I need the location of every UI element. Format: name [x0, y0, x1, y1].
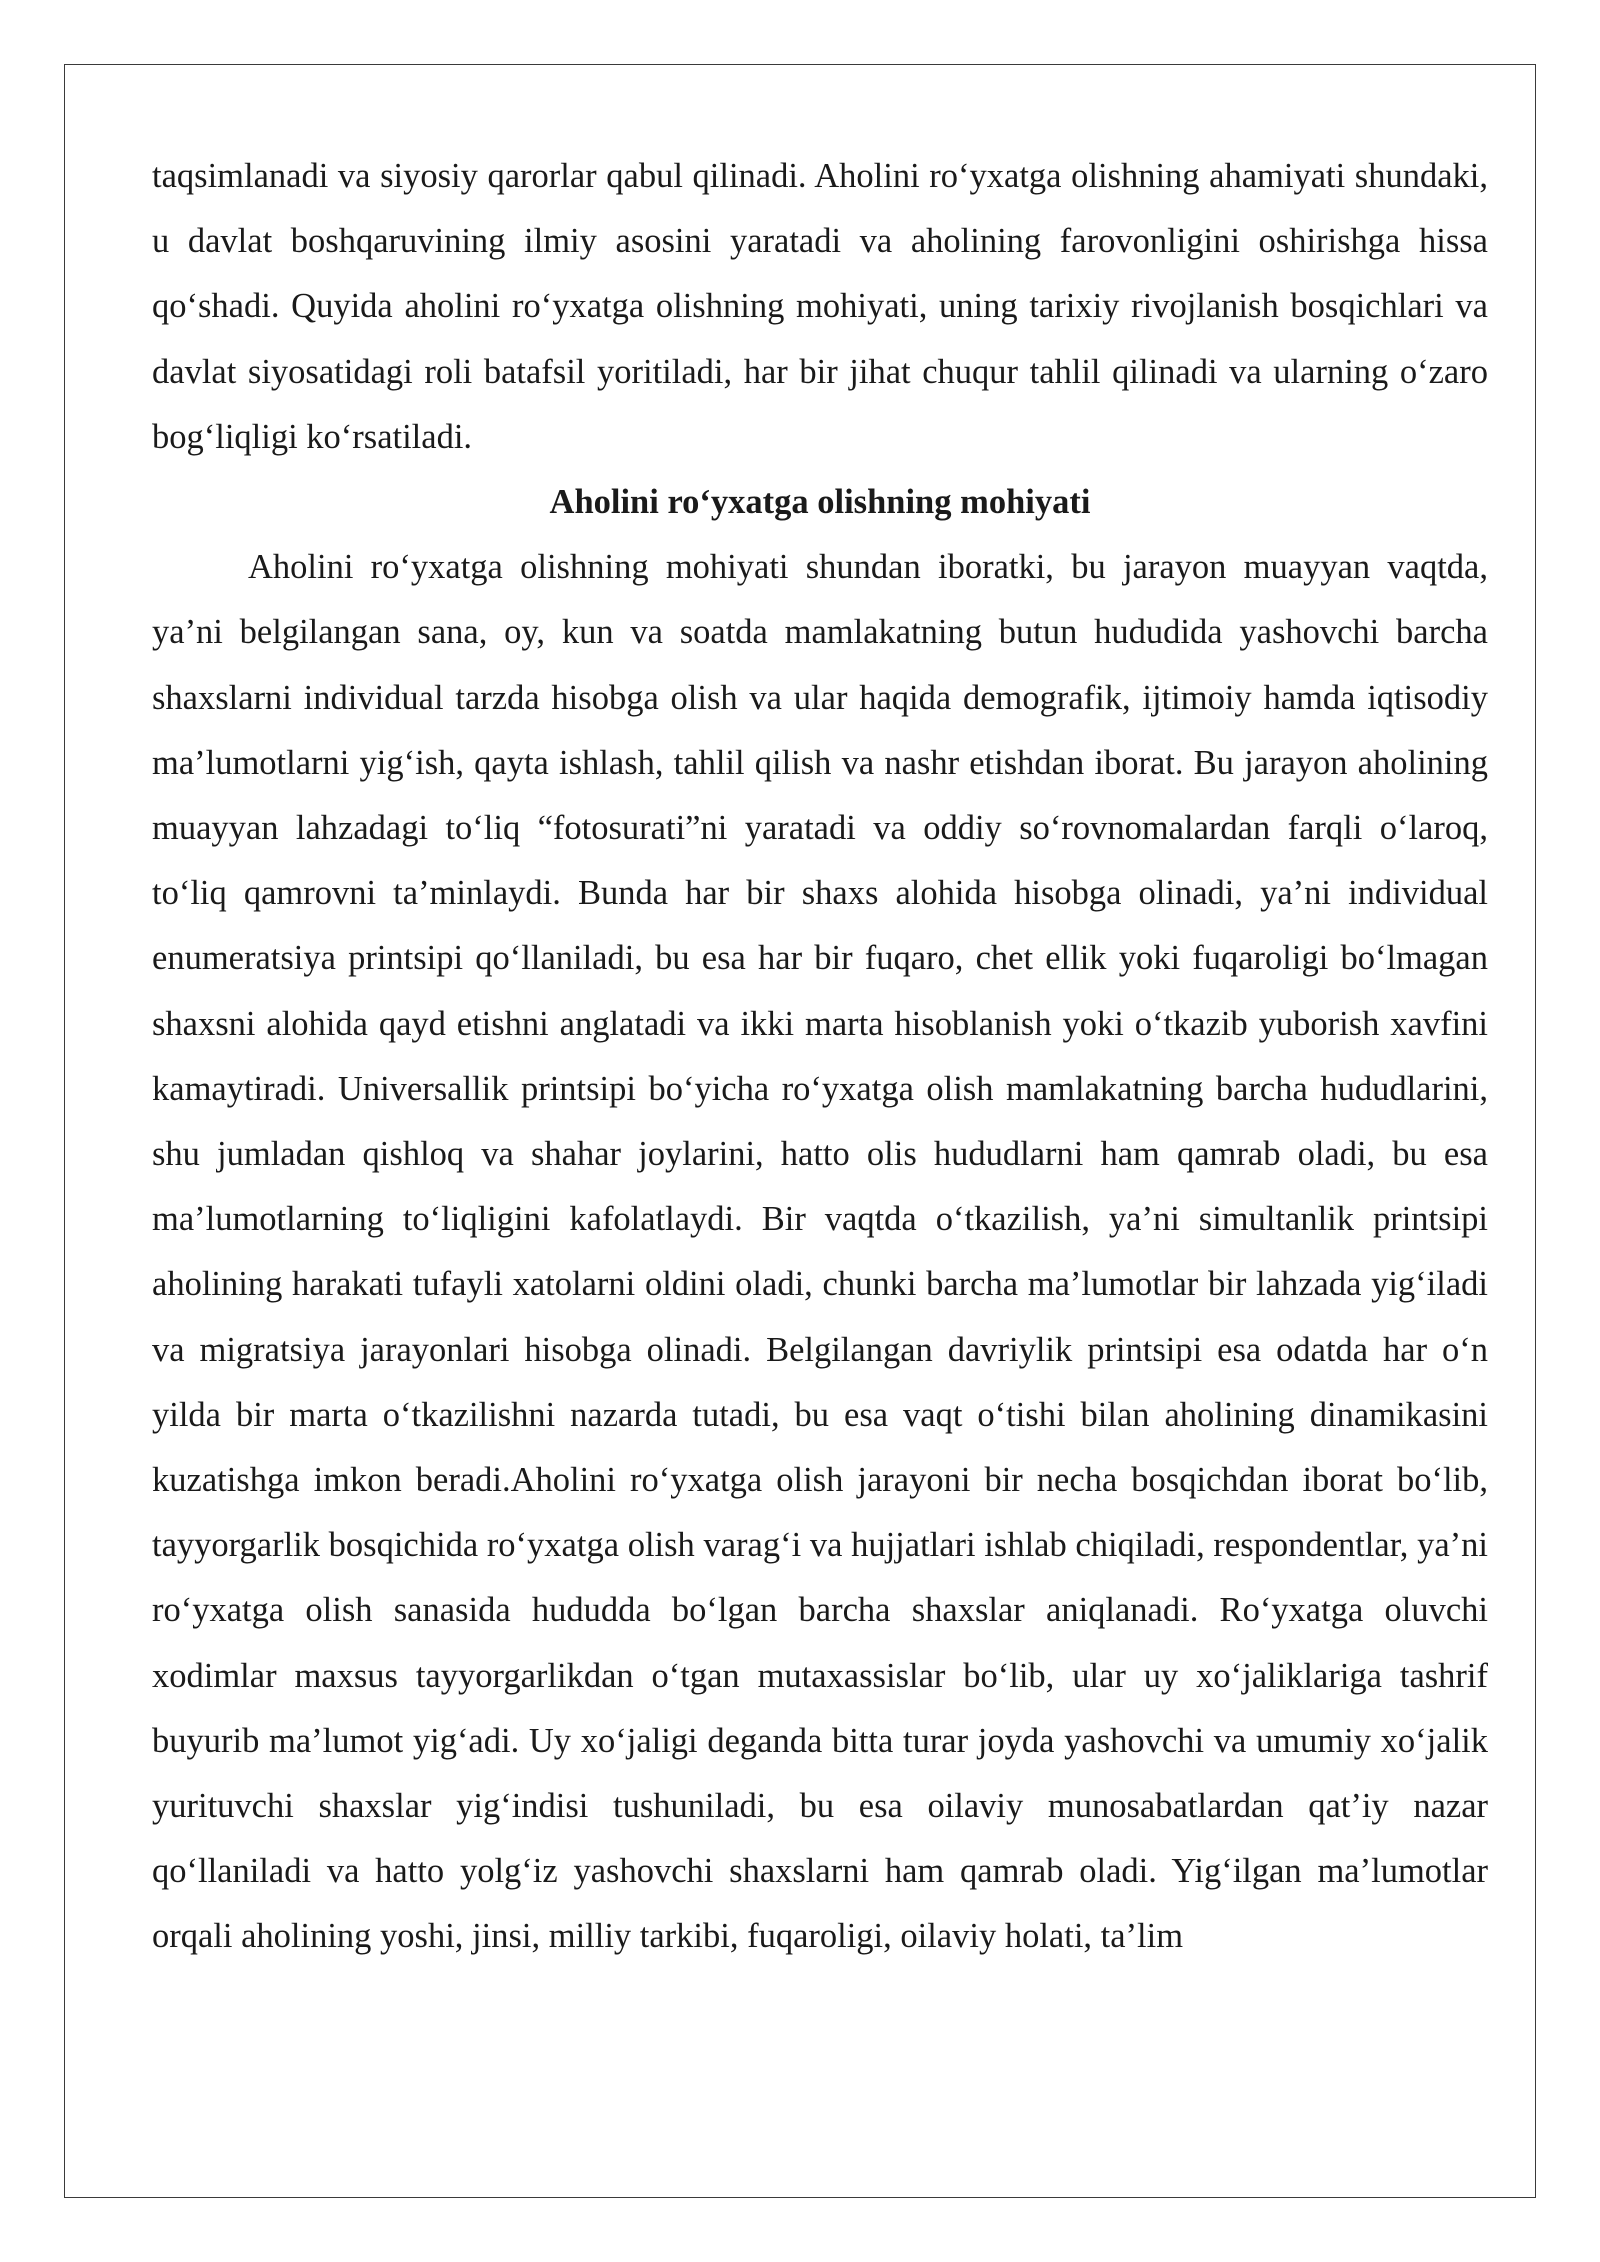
intro-paragraph: taqsimlanadi va siyosiy qarorlar qabul qilinadi. Aholini ro‘yxatga olishning ahamiyati shundaki, u davlat boshqaruvining ilmiy asosini yaratadi va aholining farovonligini oshirishga hissa qo‘shadi. Quyida aholini ro‘yxatga olishning mohiyati, uning tarixiy rivojlanish bosqichlari va davlat siyosatidagi roli batafsil yoritiladi, har bir jihat chuqur tahlil qilinadi va ularning o‘zaro bog‘liqligi ko‘rsatiladi.: [152, 157, 1488, 456]
section-heading: Aholini ro‘yxatga olishning mohiyati: [549, 483, 1091, 522]
section-paragraph: Aholini ro‘yxatga olishning mohiyati shundan iboratki, bu jarayon muayyan vaqtda, ya’ni belgilangan sana, oy, kun va soatda mamlakatning butun hududida yashovchi barcha shaxslarni individual tarzda hisobga olish va ular haqida demografik, ijtimoiy hamda iqtisodiy ma’lumotlarni yig‘ish, qayta ishlash, tahlil qilish va nashr etishdan iborat. Bu jarayon aholining muayyan lahzadagi to‘liq “fotosurati”ni yaratadi va oddiy so‘rovnomalardan farqli o‘laroq, to‘liq qamrovni ta’minlaydi. Bunda har bir shaxs alohida hisobga olinadi, ya’ni individual enumeratsiya printsipi qo‘llaniladi, bu esa har bir fuqaro, chet ellik yoki fuqaroligi bo‘lmagan shaxsni alohida qayd etishni anglatadi va ikki marta hisoblanish yoki o‘tkazib yuborish xavfini kamaytiradi. Universallik printsipi bo‘yicha ro‘yxatga olish mamlakatning barcha hududlarini, shu jumladan qishloq va shahar joylarini, hatto olis hududlarni ham qamrab oladi, bu esa ma’lumotlarning to‘liqligini kafolatlaydi. Bir vaqtda o‘tkazilish, ya’ni simultanlik printsipi aholining harakati tufayli xatolarni oldini oladi, chunki barcha ma’lumotlar bir lahzada yig‘iladi va migratsiya jarayonlari hisobga olinadi. Belgilangan davriylik printsipi esa odatda har o‘n yilda bir marta o‘tkazilishni nazarda tutadi, bu esa vaqt o‘tishi bilan aholining dinamikasini kuzatishga imkon beradi.Aholini ro‘yxatga olish jarayoni bir necha bosqichdan iborat bo‘lib, tayyorgarlik bosqichida ro‘yxatga olish varag‘i va hujjatlari ishlab chiqiladi, respondentlar, ya’ni ro‘yxatga olish sanasida hududda bo‘lgan barcha shaxslar aniqlanadi. Ro‘yxatga oluvchi xodimlar maxsus tayyorgarlikdan o‘tgan mutaxassislar bo‘lib, ular uy xo‘jaliklariga tashrif buyurib ma’lumot yig‘adi. Uy xo‘jaligi deganda bitta turar joyda yashovchi va umumiy xo‘jalik yurituvchi shaxslar yig‘indisi tushuniladi, bu esa oilaviy munosabatlardan qat’iy nazar qo‘llaniladi va hatto yolg‘iz yashovchi shaxslarni ham qamrab oladi. Yig‘ilgan ma’lumotlar orqali aholining yoshi, jinsi, milliy tarkibi, fuqaroligi, oilaviy holati, ta’lim: [152, 548, 1488, 1956]
document-body: [152, 144, 1488, 1970]
